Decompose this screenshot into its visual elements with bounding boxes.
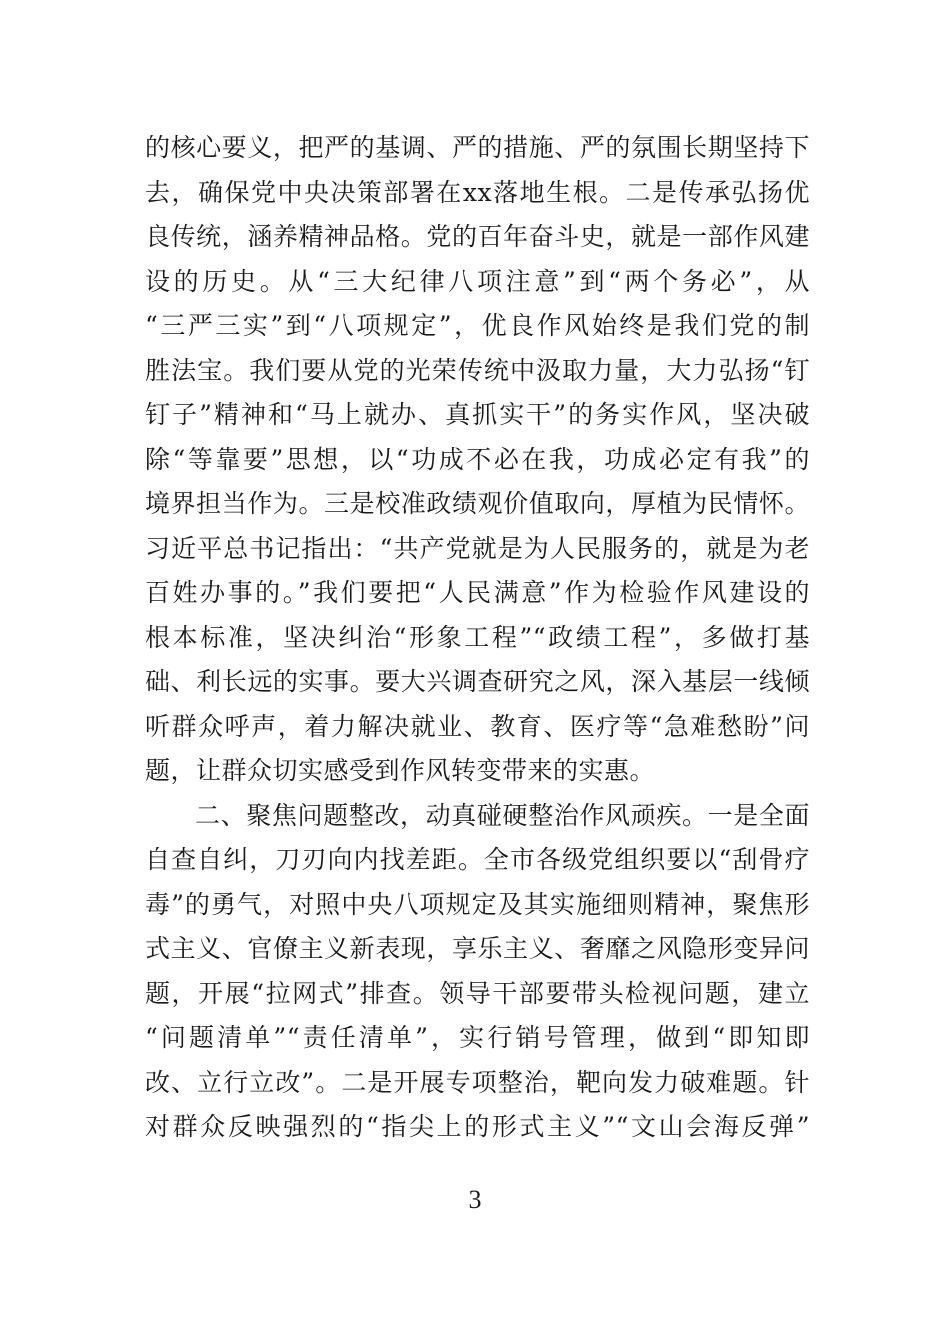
- text-line: 习近平总书记指出：“共产党就是为人民服务的，就是为老: [145, 533, 810, 563]
- page-number: 3: [468, 1185, 482, 1214]
- text-line: 的核心要义，把严的基调、严的措施、严的氛围长期坚持下: [145, 133, 810, 162]
- text-line: 听群众呼声，着力解决就业、教育、医疗等“急难愁盼”问: [145, 711, 810, 741]
- text-line: 良传统，涵养精神品格。党的百年奋斗史，就是一部作风建: [145, 222, 810, 251]
- text-line: 自查自纠，刀刃向内找差距。全市各级党组织要以“刮骨疗: [145, 845, 810, 874]
- text-line: 百姓办事的。”我们要把“人民满意”作为检验作风建设的: [145, 578, 810, 607]
- text-line: 根本标准，坚决纠治“形象工程”“政绩工程”，多做打基: [145, 622, 810, 652]
- text-line: 设的历史。从“三大纪律八项注意”到“两个务必”，从: [145, 266, 810, 296]
- text-line: 式主义、官僚主义新表现，享乐主义、奢靡之风隐形变异问: [145, 934, 810, 963]
- text-line: 对群众反映强烈的“指尖上的形式主义”“文山会海反弹”: [145, 1112, 810, 1141]
- text-line: 毒”的勇气，对照中央八项规定及其实施细则精神，聚焦形: [145, 889, 810, 919]
- text-line: 题，让群众切实感受到作风转变带来的实惠。: [145, 756, 656, 785]
- text-line: 础、利长远的实事。要大兴调查研究之风，深入基层一线倾: [145, 667, 810, 696]
- text-line: 胜法宝。我们要从党的光荣传统中汲取力量，大力弘扬“钉: [145, 355, 810, 385]
- section-heading-line: 二、聚焦问题整改，动真碰硬整治作风顽疾。一是全面: [195, 800, 810, 830]
- text-line: 改、立行立改”。二是开展专项整治，靶向发力破难题。针: [145, 1067, 810, 1097]
- text-line: “问题清单”“责任清单”，实行销号管理，做到“即知即: [145, 1023, 810, 1052]
- text-line: 除“等靠要”思想，以“功成不必在我，功成必定有我”的: [145, 444, 810, 474]
- text-line: 境界担当作为。三是校准政绩观价值取向，厚植为民情怀。: [145, 489, 810, 518]
- body-text: [145, 126, 810, 1150]
- text-line: “三严三实”到“八项规定”，优良作风始终是我们党的制: [145, 311, 810, 340]
- text-line: 去，确保党中央决策部署在xx落地生根。二是传承弘扬优: [145, 177, 810, 207]
- text-line: 题，开展“拉网式”排查。领导干部要带头检视问题，建立: [145, 978, 810, 1008]
- text-line: 钉子”精神和“马上就办、真抓实干”的务实作风，坚决破: [145, 400, 810, 429]
